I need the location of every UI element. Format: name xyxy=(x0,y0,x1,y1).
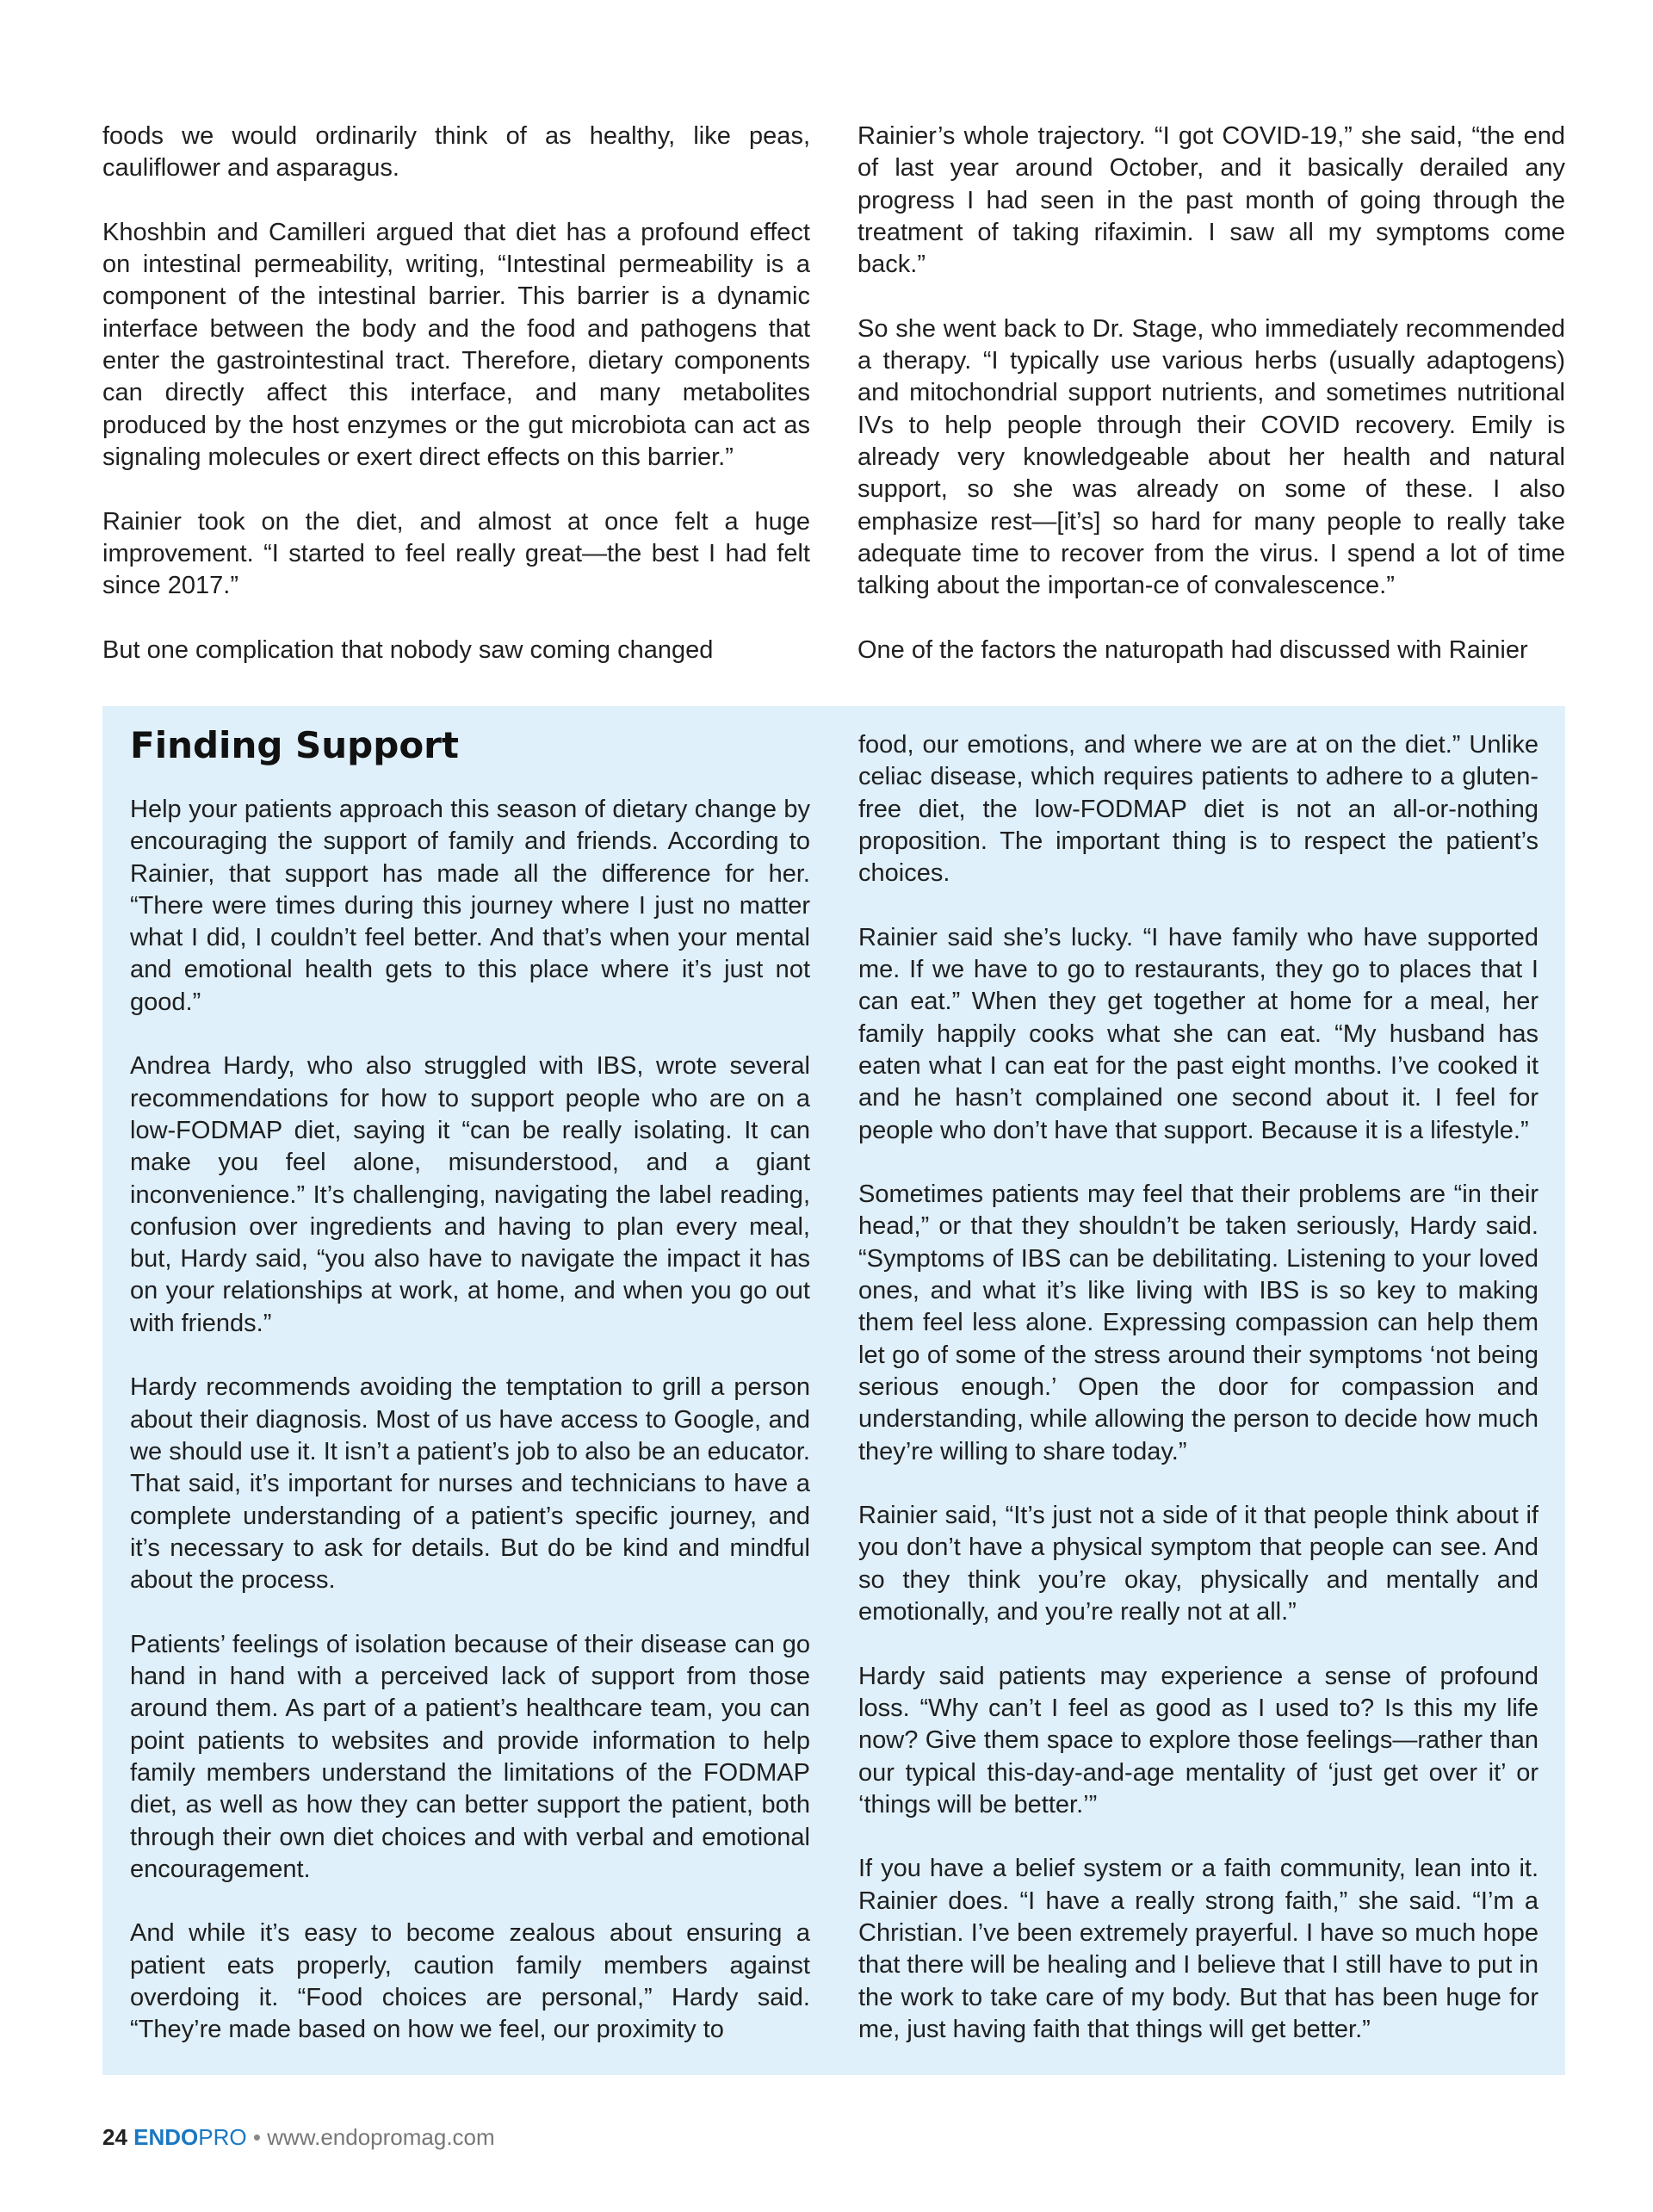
sidebar-paragraph: food, our emotions, and where we are at on the diet.” Unlike celiac disease, which requires patients to adhere to a gluten-free diet, the low-FODMAP diet is not an all-or-nothing proposition. The important thing is to respect the patient’s choices. xyxy=(858,731,1538,888)
sidebar-paragraph: And while it’s easy to become zealous about ensuring a patient eats properly, caution family members against overdoing it. “Food choices are personal,” Hardy said. “They’re made based on how we feel, our proximity to xyxy=(130,1919,810,2044)
article-paragraph: Khoshbin and Camilleri argued that diet has a profound effect on intestinal permeability, writing, “Intestinal permeability is a component of the intestinal barrier. This barrier is a dynamic interface between the body and the food and pathogens that enter the gastrointestinal tract. Therefore, dietary components can directly affect this interface, and many metabolites produced by the host enzymes or the gut microbiota can act as signaling molecules or exert direct effects on this barrier.” xyxy=(102,218,810,471)
sidebar-title: Finding Support xyxy=(130,724,459,766)
sidebar-paragraph: Hardy said patients may experience a sense of profound loss. “Why can’t I feel as good as I used to? Is this my life now? Give them space to explore those feelings—rather than our typical this-day-and-age mentality of ‘just get over it’ or ‘things will be better.’” xyxy=(858,1662,1538,1819)
article-paragraph: So she went back to Dr. Stage, who immediately recommended a therapy. “I typically use various herbs (usually adaptogens) and mitochondrial support nutrients, and sometimes nutritional IVs to help people through their COVID recovery. Emily is already very knowledgeable about her health and natural support, so she was already on some of these. I also emphasize rest—[it’s] so hard for many people to really take adequate time to recover from the virus. I spend a lot of time talking about the importan-ce of convalescence.” xyxy=(857,314,1565,600)
article-paragraph: But one complication that nobody saw coming changed xyxy=(102,635,714,664)
article-paragraph: Rainier’s whole trajectory. “I got COVID-19,” she said, “the end of last year around October, and it basically derailed any progress I had seen in the past month of going through the treatment of taking rifaximin. I saw all my symptoms come back.” xyxy=(857,122,1565,279)
article-column-left xyxy=(102,121,810,666)
website-link[interactable]: www.endopromag.com xyxy=(267,2124,495,2150)
footer-separator: • xyxy=(252,2124,261,2150)
article-column-right xyxy=(857,121,1565,666)
sidebar-paragraph: Andrea Hardy, who also struggled with IBS, wrote several recommendations for how to support people who are on a low-FODMAP diet, saying it “can be really isolating. It can make you feel alone, misunderstood, and a giant inconvenience.” It’s challenging, navigating the label reading, confusion over ingredients and having to plan every meal, but, Hardy said, “you also have to navigate the impact it has on your relationships at work, at home, and when you go out with friends.” xyxy=(130,1052,810,1337)
sidebar-paragraph: Help your patients approach this season of dietary change by encouraging the support of family and friends. According to Rainier, that support has made all the difference for her. “There were times during this journey where I just no matter what I did, I couldn’t feel better. And that’s when your mental and emotional health gets to this place where it’s just not good.” xyxy=(130,796,810,1016)
sidebar-column-right xyxy=(858,729,1538,2046)
brand-logo-pro: PRO xyxy=(198,2124,247,2150)
article-paragraph: One of the factors the naturopath had discussed with Rainier xyxy=(857,635,1528,664)
sidebar-paragraph: Rainier said, “It’s just not a side of it that people think about if you don’t have a physical symptom that people can see. And so they think you’re okay, physically and mentally and emotionally, and you’re really not at all.” xyxy=(858,1502,1538,1626)
sidebar-paragraph: Sometimes patients may feel that their problems are “in their head,” or that they shouldn’t be taken seriously, Hardy said. “Symptoms of IBS can be debilitating. Listening to your loved ones, and what it’s like living with IBS is so key to making them feel less alone. Expressing compassion can help them let go of some of the stress around their symptoms ‘not being serious enough.’ Open the door for compassion and understanding, while allowing the person to decide how much they’re willing to share today.” xyxy=(858,1180,1538,1465)
sidebar-paragraph: Rainier said she’s lucky. “I have family who have supported me. If we have to go to restaurants, they go to places that I can eat.” When they get together at home for a meal, her family happily cooks what she can eat. “My husband has eaten what I can eat for the past eight months. I’ve cooked it and he hasn’t complained one second about it. I feel for people who don’t have that support. Because it is a lifestyle.” xyxy=(858,923,1538,1144)
sidebar-paragraph: Patients’ feelings of isolation because of their disease can go hand in hand with a perceived lack of support from those around them. As part of a patient’s healthcare team, you can point patients to websites and provide information to help family members understand the limitations of the FODMAP diet, as well as how they can better support the patient, both through their own diet choices and with verbal and emotional encouragement. xyxy=(130,1630,810,1883)
page-footer xyxy=(102,2120,495,2154)
brand-logo-endo: ENDO xyxy=(133,2124,199,2150)
sidebar-column-left xyxy=(130,794,810,2047)
sidebar-paragraph: Hardy recommends avoiding the temptation to grill a person about their diagnosis. Most of us have access to Google, and we should use it. It isn’t a patient’s job to also be an educator. That said, it’s important for nurses and technicians to have a complete understanding of a patient’s specific journey, and it’s necessary to ask for details. But do be kind and mindful about the process. xyxy=(130,1373,810,1595)
article-paragraph: Rainier took on the diet, and almost at once felt a huge improvement. “I started to feel really great—the best I had felt since 2017.” xyxy=(102,507,810,600)
page-number: 24 xyxy=(102,2124,127,2150)
article-paragraph: foods we would ordinarily think of as healthy, like peas, cauliflower and asparagus. xyxy=(102,122,810,183)
sidebar-paragraph: If you have a belief system or a faith community, lean into it. Rainier does. “I have a really strong faith,” she said. “I’m a Christian. I’ve been extremely prayerful. I have so much hope that there will be healing and I believe that I still have to put in the work to take care of my body. But that has been huge for me, just having faith that things will get better.” xyxy=(858,1855,1538,2043)
